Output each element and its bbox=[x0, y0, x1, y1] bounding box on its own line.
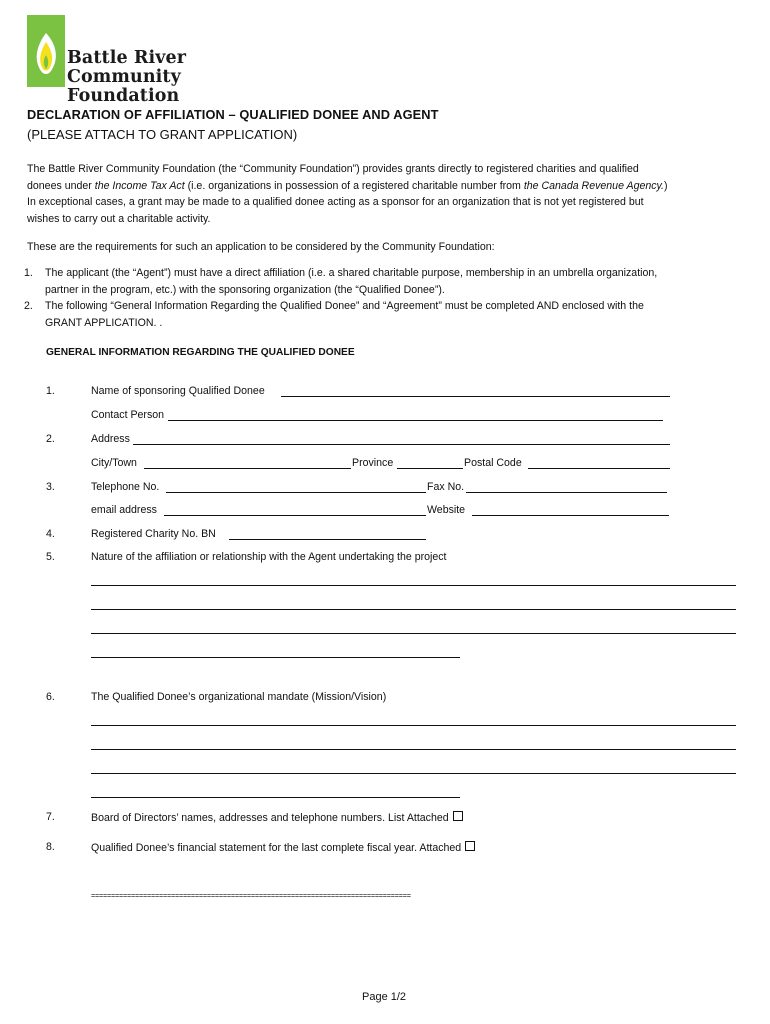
mandate-line[interactable] bbox=[91, 773, 736, 774]
financial-attached-label: Qualified Donee’s financial statement for the last complete fiscal year. Attached bbox=[91, 841, 475, 854]
email-label: email address bbox=[91, 504, 157, 516]
telephone-field[interactable] bbox=[166, 492, 426, 493]
logo bbox=[27, 15, 297, 106]
postal-code-label: Postal Code bbox=[464, 457, 522, 469]
item-number: 3. bbox=[46, 481, 55, 493]
contact-person-label: Contact Person bbox=[91, 409, 165, 421]
charity-number-label: Registered Charity No. BN bbox=[91, 528, 216, 540]
intro-line: donees under the Income Tax Act (i.e. organizations in possession of a registered charitable number from the Canada Revenue Agency.) bbox=[27, 179, 668, 192]
item-number: 7. bbox=[46, 811, 55, 823]
sponsor-name-label: Name of sponsoring Qualified Donee bbox=[91, 385, 265, 397]
mandate-line[interactable] bbox=[91, 749, 736, 750]
intro-line: wishes to carry out a charitable activity. bbox=[27, 212, 211, 225]
logo-flame-icon bbox=[27, 15, 65, 87]
separator: ================================================================================ bbox=[91, 891, 411, 900]
financial-attached-checkbox[interactable] bbox=[465, 841, 475, 851]
affiliation-nature-line[interactable] bbox=[91, 585, 736, 586]
page-subtitle: (PLEASE ATTACH TO GRANT APPLICATION) bbox=[27, 127, 298, 142]
affiliation-nature-line[interactable] bbox=[91, 657, 460, 658]
requirement-number: 1. bbox=[24, 267, 33, 279]
website-field[interactable] bbox=[472, 515, 669, 516]
item-number: 6. bbox=[46, 691, 55, 703]
intro-line: In exceptional cases, a grant may be made to a qualified donee acting as a sponsor for an organization that is not yet registered but bbox=[27, 196, 644, 208]
affiliation-nature-label: Nature of the affiliation or relationship with the Agent undertaking the project bbox=[91, 551, 447, 563]
requirements-list bbox=[24, 265, 754, 331]
intro-paragraph bbox=[27, 161, 747, 227]
board-attached-checkbox[interactable] bbox=[453, 811, 463, 821]
requirements-intro: These are the requirements for such an application to be considered by the Community Foundation: bbox=[27, 241, 495, 253]
item-number: 1. bbox=[46, 385, 55, 397]
email-field[interactable] bbox=[164, 515, 426, 516]
item-number: 2. bbox=[46, 433, 55, 445]
fax-label: Fax No. bbox=[427, 481, 465, 493]
item-number: 8. bbox=[46, 841, 55, 853]
board-attached-label: Board of Directors’ names, addresses and telephone numbers. List Attached bbox=[91, 811, 463, 824]
city-label: City/Town bbox=[91, 457, 137, 469]
requirement-item: 2. The following “General Information Regarding the Qualified Donee” and “Agreement” must be completed AND enclosed with the GRANT APPLICATION. . bbox=[24, 300, 644, 329]
province-field[interactable] bbox=[397, 468, 463, 469]
fax-field[interactable] bbox=[466, 492, 667, 493]
mandate-label: The Qualified Donee’s organizational mandate (Mission/Vision) bbox=[91, 691, 387, 703]
item-number: 4. bbox=[46, 528, 55, 540]
affiliation-nature-line[interactable] bbox=[91, 609, 736, 610]
org-name-line2: Community Foundation bbox=[67, 67, 181, 106]
requirement-number: 2. bbox=[24, 300, 33, 312]
intro-line: The Battle River Community Foundation (the “Community Foundation”) provides grants directly to registered charities and qualified bbox=[27, 163, 639, 175]
city-field[interactable] bbox=[144, 468, 351, 469]
requirement-item: 1. The applicant (the “Agent”) must have a direct affiliation (i.e. a shared charitable purpose, membership in an umbrella organization, partner in the program, etc.) with the sponsoring organization (the “Qualified Donee”). bbox=[24, 267, 658, 296]
sponsor-name-field[interactable] bbox=[281, 396, 670, 397]
mandate-line[interactable] bbox=[91, 725, 736, 726]
website-label: Website bbox=[427, 504, 466, 516]
item-number: 5. bbox=[46, 551, 55, 563]
org-name-line1: Battle River bbox=[67, 48, 187, 68]
mandate-line[interactable] bbox=[91, 797, 460, 798]
address-label: Address bbox=[91, 433, 130, 445]
postal-code-field[interactable] bbox=[528, 468, 670, 469]
affiliation-nature-line[interactable] bbox=[91, 633, 736, 634]
province-label: Province bbox=[352, 457, 394, 469]
charity-number-field[interactable] bbox=[229, 539, 426, 540]
address-field[interactable] bbox=[133, 444, 670, 445]
telephone-label: Telephone No. bbox=[91, 481, 160, 493]
contact-person-field[interactable] bbox=[168, 420, 663, 421]
section-heading: GENERAL INFORMATION REGARDING THE QUALIFIED DONEE bbox=[46, 347, 355, 358]
page-number: Page 1/2 bbox=[362, 991, 407, 1003]
page-title: DECLARATION OF AFFILIATION – QUALIFIED DONEE AND AGENT bbox=[27, 107, 439, 122]
